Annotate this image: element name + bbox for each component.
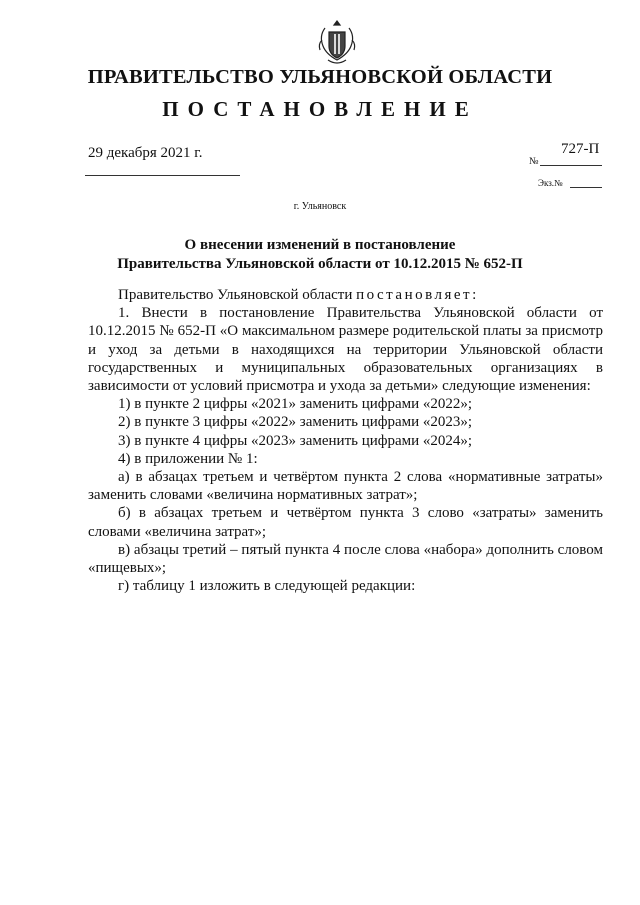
paragraph: а) в абзацах третьем и четвёртом пункта 2 слова «нормативные затраты» заменить словами «величина нормативных затрат»; — [88, 469, 603, 504]
paragraph: 1. Внести в постановление Правительства Ульяновской области от 10.12.2015 № 652-П «О максимальном размере родительской платы за присмотр и уход за детьми в находящихся на территории Ульяновской области государственных и муниципальных образовательных организациях в зависимости от условий присмотра и ухода за детьми» следующие изменения: — [88, 305, 603, 395]
paragraph: б) в абзацах третьем и четвёртом пункта 3 слово «затраты» заменить словами «величина затрат»; — [88, 505, 603, 540]
intro-paragraph — [88, 286, 603, 304]
intro-spaced-text: постановляет: — [356, 287, 479, 303]
intro-text: Правительство Ульяновской области — [118, 287, 353, 303]
number-label: № — [529, 156, 539, 167]
paragraph: 4) в приложении № 1: — [118, 450, 258, 467]
coat-of-arms-icon — [312, 18, 362, 68]
city-name: г. Ульяновск — [293, 201, 347, 212]
document-type-heading: ПОСТАНОВЛЕНИЕ — [162, 97, 478, 121]
paragraph: 3) в пункте 4 цифры «2023» заменить цифрами «2024»; — [118, 432, 473, 449]
number-underline — [540, 165, 602, 166]
subject-line-2: Правительства Ульяновской области от 10.12.2015 № 652-П — [117, 256, 523, 272]
paragraph: в) абзацы третий – пятый пункта 4 после слова «набора» дополнить словом «пищевых»; — [88, 541, 603, 577]
government-title: ПРАВИТЕЛЬСТВО УЛЬЯНОВСКОЙ ОБЛАСТИ — [87, 66, 553, 88]
paragraph: г) таблицу 1 изложить в следующей редакции: — [118, 578, 416, 595]
date-underline — [85, 175, 240, 176]
copy-number-label: Экз.№ — [538, 178, 563, 188]
paragraph: 1) в пункте 2 цифры «2021» заменить цифрами «2022»; — [118, 396, 473, 413]
copy-number-underline — [570, 187, 602, 188]
document-number: 727-П — [561, 141, 600, 157]
document-subject — [60, 236, 580, 274]
paragraph: 2) в пункте 3 цифры «2022» заменить цифрами «2023»; — [118, 414, 473, 431]
subject-line-1: О внесении изменений в постановление — [184, 237, 456, 253]
document-body — [88, 286, 603, 595]
document-date: 29 декабря 2021 г. — [88, 145, 203, 161]
